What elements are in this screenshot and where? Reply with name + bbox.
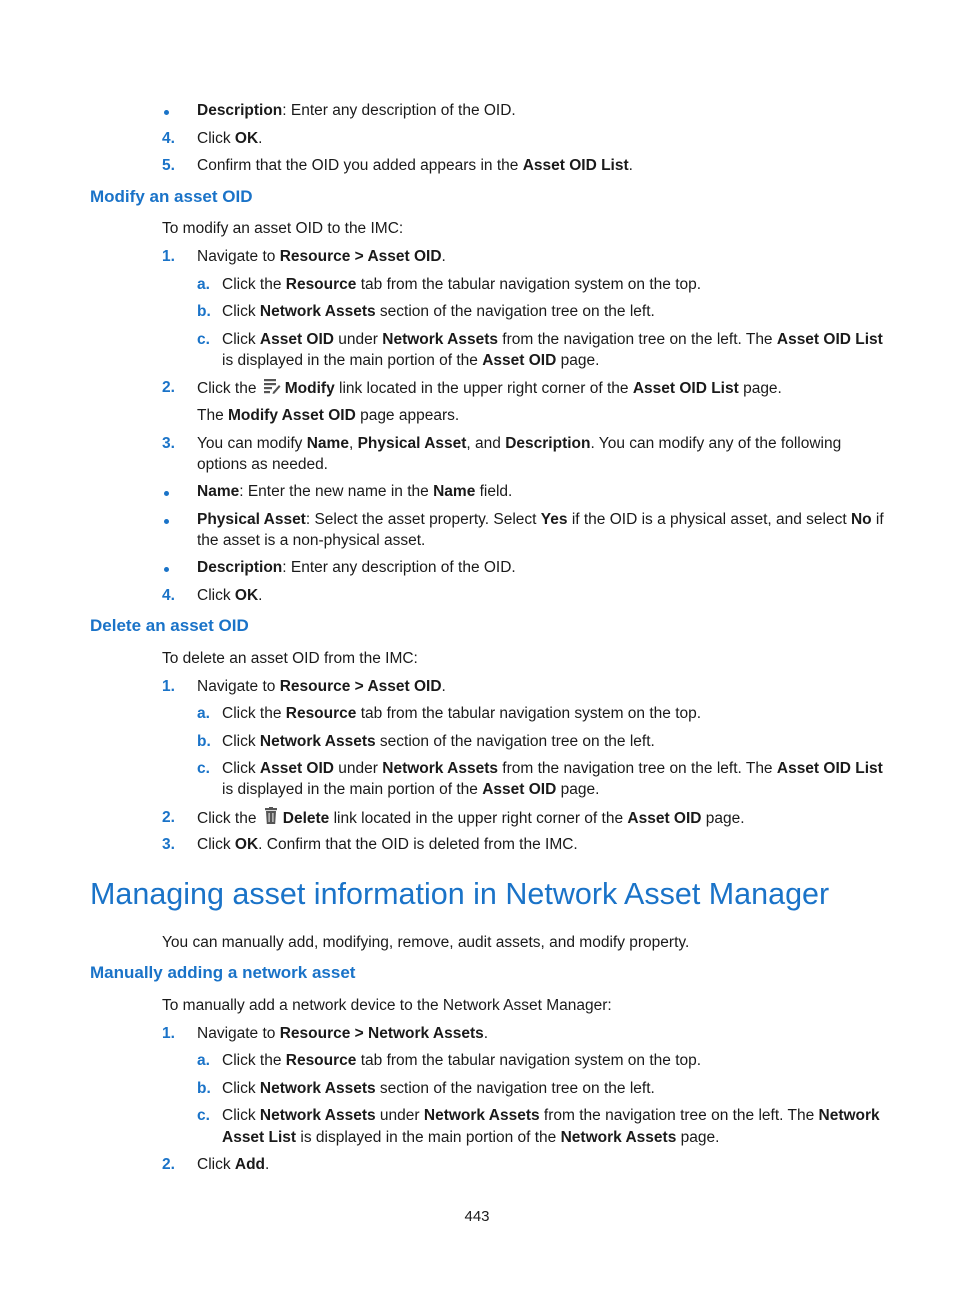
trash-icon: [263, 807, 279, 831]
substep-marker: b.: [197, 733, 211, 750]
substep-resource-tab: Click the Resource tab from the tabular navigation system on the top.: [222, 705, 702, 722]
step-number: 5.: [162, 157, 175, 174]
step-number: 2.: [162, 379, 175, 396]
substep-marker: a.: [197, 1052, 210, 1069]
substep-asset-oid-line2: is displayed in the main portion of the Asset OID page.: [222, 352, 600, 369]
substep-marker: a.: [197, 276, 210, 293]
step-number: 3.: [162, 836, 175, 853]
substep-marker: b.: [197, 1080, 211, 1097]
intro-manual: To manually add a network device to the Network Asset Manager:: [162, 997, 612, 1014]
intro-managing: You can manually add, modifying, remove, audit assets, and modify property.: [162, 934, 690, 951]
step-number: 2.: [162, 1156, 175, 1173]
substep-marker: c.: [197, 331, 210, 348]
modify-icon: [263, 377, 281, 401]
step-click-modify: Click the Modify link located in the upper right corner of the Asset OID List page.: [197, 377, 782, 401]
bullet-name: Name: Enter the new name in the Name field.: [197, 483, 513, 500]
bullet-marker: [164, 567, 169, 572]
step-click-ok: Click OK.: [197, 587, 263, 604]
step-confirm-oid: Confirm that the OID you added appears in the Asset OID List.: [197, 157, 633, 174]
step-number: 3.: [162, 435, 175, 452]
intro-delete: To delete an asset OID from the IMC:: [162, 650, 418, 667]
heading-delete-asset-oid: Delete an asset OID: [90, 616, 249, 635]
bullet-marker: [164, 110, 169, 115]
step-number: 2.: [162, 809, 175, 826]
bullet-physical-asset: Physical Asset: Select the asset property. Select Yes if the OID is a physical asset, and select No if: [197, 511, 884, 528]
substep-network-assets: Click Network Assets section of the navigation tree on the left.: [222, 1080, 655, 1097]
page-number: 443: [464, 1208, 490, 1225]
substep-marker: c.: [197, 760, 210, 777]
substep-network-assets-list-line2: Asset List is displayed in the main portion of the Network Assets page.: [222, 1129, 720, 1146]
substep-marker: a.: [197, 705, 210, 722]
step-click-add: Click Add.: [197, 1156, 270, 1173]
substep-asset-oid: Click Asset OID under Network Assets from the navigation tree on the left. The Asset OID List: [222, 331, 883, 348]
heading-manually-adding: Manually adding a network asset: [90, 963, 356, 982]
substep-resource-tab: Click the Resource tab from the tabular navigation system on the top.: [222, 1052, 702, 1069]
step-number: 1.: [162, 678, 175, 695]
step-confirm-deleted: Click OK. Confirm that the OID is deleted from the IMC.: [197, 836, 578, 853]
substep-network-assets: Click Network Assets section of the navigation tree on the left.: [222, 733, 655, 750]
bullet-description: Description: Enter any description of the OID.: [197, 559, 516, 576]
substep-marker: b.: [197, 303, 211, 320]
heading-managing-asset-information: Managing asset information in Network Asset Manager: [90, 877, 830, 911]
step-number: 4.: [162, 587, 175, 604]
step-modify-page-appears: The Modify Asset OID page appears.: [197, 407, 460, 424]
step-modify-fields-line2: options as needed.: [197, 456, 328, 473]
step-modify-fields: You can modify Name, Physical Asset, and Description. You can modify any of the following: [197, 435, 842, 452]
bullet-physical-asset-line2: the asset is a non-physical asset.: [197, 532, 426, 549]
step-number: 1.: [162, 1025, 175, 1042]
substep-network-assets-list: Click Network Assets under Network Assets from the navigation tree on the left. The Network: [222, 1107, 880, 1124]
step-navigate: Navigate to Resource > Network Assets.: [197, 1025, 489, 1042]
bullet-marker: [164, 519, 169, 524]
step-click-ok: Click OK.: [197, 130, 263, 147]
step-number: 4.: [162, 130, 175, 147]
substep-asset-oid-line2: is displayed in the main portion of the Asset OID page.: [222, 781, 600, 798]
step-number: 1.: [162, 248, 175, 265]
heading-modify-asset-oid: Modify an asset OID: [90, 187, 253, 206]
bullet-description: Description: Enter any description of the OID.: [197, 102, 516, 119]
step-click-delete: Click the Delete link located in the upper right corner of the Asset OID page.: [197, 807, 745, 831]
substep-network-assets: Click Network Assets section of the navigation tree on the left.: [222, 303, 655, 320]
bullet-marker: [164, 491, 169, 496]
step-navigate: Navigate to Resource > Asset OID.: [197, 248, 446, 265]
substep-marker: c.: [197, 1107, 210, 1124]
intro-modify: To modify an asset OID to the IMC:: [162, 220, 404, 237]
substep-asset-oid: Click Asset OID under Network Assets from the navigation tree on the left. The Asset OID List: [222, 760, 883, 777]
substep-resource-tab: Click the Resource tab from the tabular navigation system on the top.: [222, 276, 702, 293]
step-navigate: Navigate to Resource > Asset OID.: [197, 678, 446, 695]
